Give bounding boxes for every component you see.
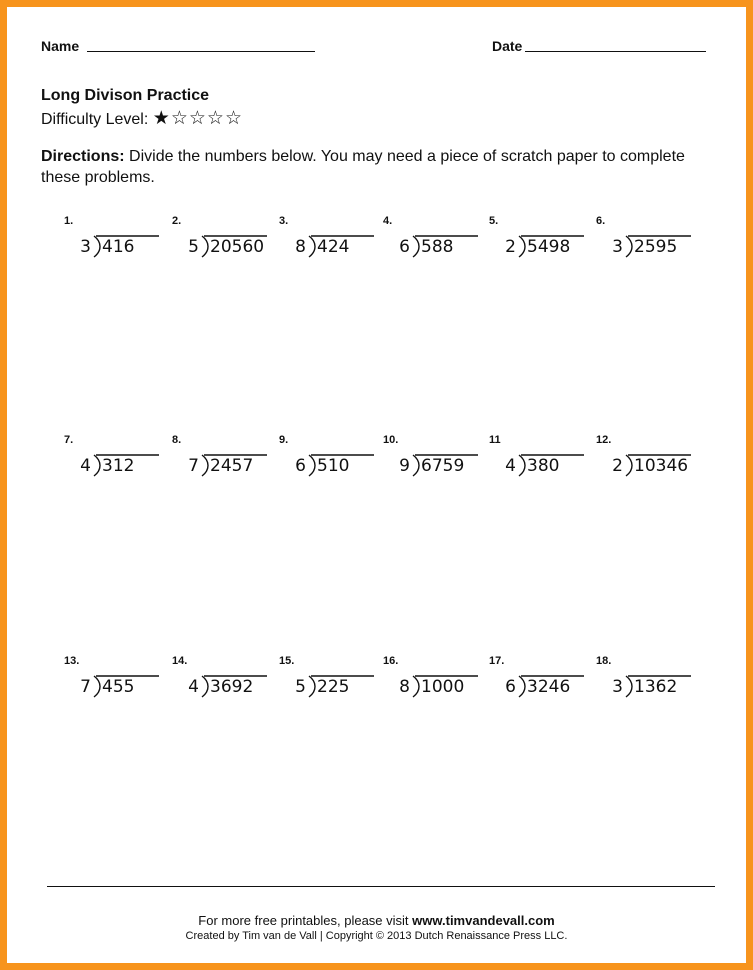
dividend: 225 <box>317 677 350 697</box>
problem-number: 15. <box>279 655 295 667</box>
dividend: 1000 <box>421 677 465 697</box>
problem-number: 12. <box>596 434 612 446</box>
divisor: 4 <box>505 456 516 476</box>
divisor: 6 <box>295 456 306 476</box>
answer-area[interactable] <box>317 428 387 450</box>
dividend: 455 <box>102 677 135 697</box>
division-problem <box>64 677 174 707</box>
division-problem <box>383 677 493 707</box>
dividend: 10346 <box>634 456 689 476</box>
answer-area[interactable] <box>102 649 172 671</box>
empty-star-icon: ☆ <box>170 108 189 129</box>
division-problem <box>279 456 389 486</box>
name-field[interactable] <box>87 51 315 52</box>
problem-number: 8. <box>172 434 182 446</box>
division-problem <box>64 456 174 486</box>
directions-text: Divide the numbers below. You may need a piece of scratch paper to complete these problems. <box>41 148 685 186</box>
division-problem <box>596 237 706 267</box>
division-problem <box>489 237 599 267</box>
problem-number: 10. <box>383 434 399 446</box>
problem-number: 9. <box>279 434 289 446</box>
divisor: 3 <box>612 237 623 257</box>
answer-area[interactable] <box>102 209 172 231</box>
problem-number: 3. <box>279 215 289 227</box>
divisor: 7 <box>80 677 91 697</box>
dividend: 380 <box>527 456 560 476</box>
answer-area[interactable] <box>210 428 280 450</box>
division-problem <box>172 237 282 267</box>
answer-area[interactable] <box>102 428 172 450</box>
divisor: 4 <box>80 456 91 476</box>
answer-area[interactable] <box>527 209 597 231</box>
answer-area[interactable] <box>634 649 704 671</box>
directions <box>41 146 701 188</box>
empty-star-icon: ☆ <box>224 108 243 129</box>
problem-number: 14. <box>172 655 188 667</box>
problem-number: 6. <box>596 215 606 227</box>
dividend: 3246 <box>527 677 571 697</box>
dividend: 6759 <box>421 456 465 476</box>
dividend: 2595 <box>634 237 678 257</box>
division-problem <box>383 237 493 267</box>
answer-area[interactable] <box>634 209 704 231</box>
answer-area[interactable] <box>634 428 704 450</box>
problem-number: 13. <box>64 655 80 667</box>
divisor: 3 <box>612 677 623 697</box>
answer-area[interactable] <box>210 209 280 231</box>
footer-line-1 <box>7 913 746 928</box>
empty-star-icon: ☆ <box>206 108 225 129</box>
division-problem <box>489 677 599 707</box>
divisor: 8 <box>399 677 410 697</box>
answer-area[interactable] <box>317 649 387 671</box>
page-title: Long Divison Practice <box>41 87 210 104</box>
division-problem <box>279 237 389 267</box>
footer-text: For more free printables, please visit <box>198 913 413 928</box>
problem-number: 17. <box>489 655 505 667</box>
answer-area[interactable] <box>527 649 597 671</box>
divisor: 6 <box>399 237 410 257</box>
problem-number: 18. <box>596 655 612 667</box>
division-problem <box>596 677 706 707</box>
difficulty-label: Difficulty Level: <box>41 111 149 128</box>
date-field[interactable] <box>525 51 706 52</box>
problem-number: 7. <box>64 434 74 446</box>
footer-link[interactable]: www.timvandevall.com <box>412 913 555 928</box>
difficulty-row <box>41 107 243 130</box>
dividend: 5498 <box>527 237 571 257</box>
answer-area[interactable] <box>421 209 491 231</box>
answer-area[interactable] <box>421 649 491 671</box>
problem-number: 5. <box>489 215 499 227</box>
dividend: 416 <box>102 237 135 257</box>
date-label: Date <box>492 38 523 54</box>
divisor: 8 <box>295 237 306 257</box>
dividend: 3692 <box>210 677 254 697</box>
difficulty-stars <box>153 108 243 129</box>
dividend: 424 <box>317 237 350 257</box>
divisor: 3 <box>80 237 91 257</box>
answer-area[interactable] <box>317 209 387 231</box>
division-problem <box>279 677 389 707</box>
division-problem <box>172 677 282 707</box>
divisor: 6 <box>505 677 516 697</box>
divisor: 5 <box>295 677 306 697</box>
empty-star-icon: ☆ <box>188 108 207 129</box>
footer-divider <box>47 886 715 887</box>
division-problem <box>596 456 706 486</box>
divisor: 9 <box>399 456 410 476</box>
divisor: 2 <box>505 237 516 257</box>
problem-number: 16. <box>383 655 399 667</box>
dividend: 510 <box>317 456 350 476</box>
dividend: 1362 <box>634 677 678 697</box>
divisor: 4 <box>188 677 199 697</box>
dividend: 588 <box>421 237 454 257</box>
problem-number: 11 <box>489 434 501 446</box>
footer-copyright: Created by Tim van de Vall | Copyright © 2013 Dutch Renaissance Press LLC. <box>185 930 568 942</box>
name-label: Name <box>41 38 80 54</box>
divisor: 7 <box>188 456 199 476</box>
dividend: 20560 <box>210 237 265 257</box>
directions-lead: Directions: <box>41 148 125 165</box>
filled-star-icon: ★ <box>152 108 171 129</box>
division-problem <box>489 456 599 486</box>
division-problem <box>64 237 174 267</box>
answer-area[interactable] <box>527 428 597 450</box>
division-problem <box>172 456 282 486</box>
divisor: 2 <box>612 456 623 476</box>
problem-number: 1. <box>64 215 74 227</box>
problem-number: 2. <box>172 215 182 227</box>
divisor: 5 <box>188 237 199 257</box>
dividend: 312 <box>102 456 135 476</box>
answer-area[interactable] <box>210 649 280 671</box>
problem-number: 4. <box>383 215 393 227</box>
division-problem <box>383 456 493 486</box>
answer-area[interactable] <box>421 428 491 450</box>
dividend: 2457 <box>210 456 254 476</box>
